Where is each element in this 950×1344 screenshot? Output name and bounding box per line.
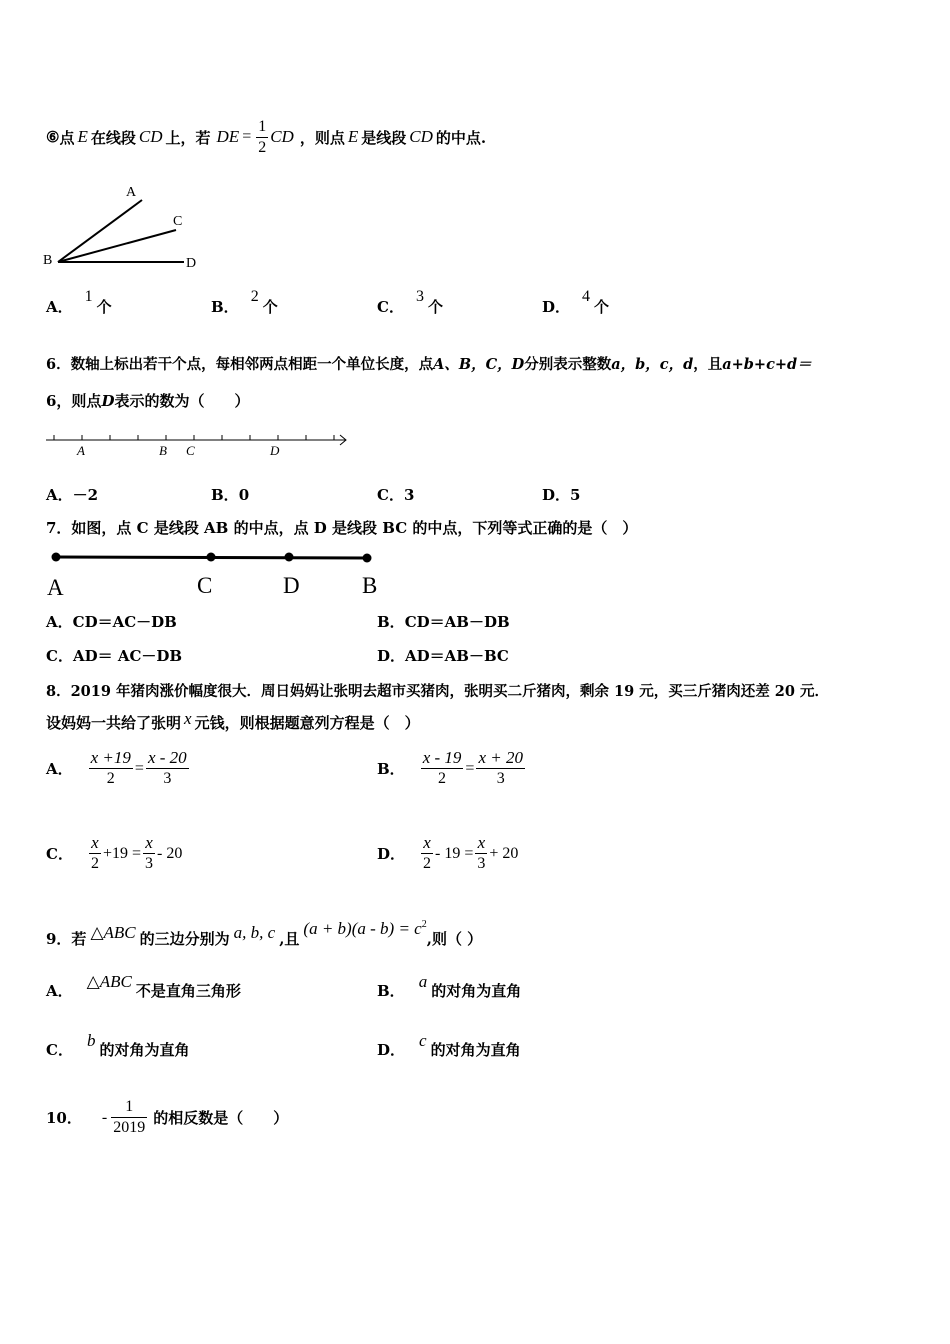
fraction: $\frac{x}{2}$ <box>90 833 99 872</box>
number-line <box>40 428 360 464</box>
q6-stem-line1: 6．数轴上标出若干个点，每相邻两点相距一个单位长度，点A、B，C，D分别表示整数a，b，c，d，且a+b+c+d＝ <box>46 356 812 373</box>
q9-option-d[interactable]: D． c 的对角为直角 <box>377 1030 521 1059</box>
fraction: $\frac{x}{3}$ <box>477 833 486 872</box>
q7-option-a[interactable]: A．CD＝AC－DB <box>46 613 177 631</box>
fraction: $\frac{x - 20}{3}$ <box>147 748 187 787</box>
point-b <box>363 554 372 563</box>
q7-option-d[interactable]: D．AD＝AB－BC <box>377 647 509 665</box>
q7-stem: 7．如图，点 C 是线段 AB 的中点，点 D 是线段 BC 的中点，下列等式正确的是（ ） <box>46 519 638 537</box>
label-b: B <box>43 253 53 268</box>
q6-option-d[interactable]: D．5 <box>542 486 581 504</box>
angle-figure <box>40 176 220 276</box>
q9-equation: (a + b)(a - b) = c <box>303 919 422 938</box>
q6-option-c[interactable]: C．3 <box>377 486 415 504</box>
fraction-one-half: $\frac{1}{2}$ <box>258 117 267 156</box>
formula-lhs: DE <box>216 127 240 146</box>
fraction: $\frac{x - 19}{2}$ <box>422 748 462 787</box>
axis-label-d: D <box>270 443 280 458</box>
fraction: $\frac{x +19}{2}$ <box>90 748 131 787</box>
fraction-1-over-2019: $\frac{1}{2019}$ <box>113 1098 146 1136</box>
q8-option-c[interactable]: C． $\frac{x}{2}$ +19 = $\frac{x}{3}$ - 20 <box>46 833 183 872</box>
segment-label-c: C <box>197 573 213 598</box>
fraction: $\frac{x}{3}$ <box>145 833 153 872</box>
label-d: D <box>186 256 197 271</box>
ray-ba <box>58 200 142 262</box>
q5-option-b[interactable]: B． 2 个 <box>211 287 278 316</box>
axis-label-b: B <box>159 443 167 458</box>
q7-option-b[interactable]: B．CD＝AB－DB <box>377 613 510 631</box>
q7-option-c[interactable]: C．AD＝ AC－DB <box>46 647 183 665</box>
ray-bc <box>58 230 176 262</box>
q8-option-b[interactable]: B． $\frac{x - 19}{2}$ = $\frac{x + 20}{3}$ <box>377 748 523 787</box>
fraction: $\frac{x + 20}{3}$ <box>478 748 523 787</box>
q5-option-a[interactable]: A． 1 个 <box>46 287 112 316</box>
q5-option-c[interactable]: C． 3 个 <box>377 287 443 316</box>
axis-label-a: A <box>77 443 85 458</box>
item-marker: ⑥ <box>46 128 60 146</box>
label-c: C <box>173 214 183 229</box>
axis-ticks <box>54 435 334 440</box>
q9-option-a[interactable]: A． △ABC 不是直角三角形 <box>46 971 241 1000</box>
point-d <box>285 553 294 562</box>
q8-option-a[interactable]: A． $\frac{x +19}{2}$ = $\frac{x - 20}{3}$ <box>46 748 187 787</box>
q9-stem: 9．若 △ABC 的三边分别为 a, b, c ,且 (a + b)(a - b) = c $^2$ ,则（ ） <box>46 918 483 948</box>
q9-option-b[interactable]: B． a 的对角为直角 <box>377 971 522 1000</box>
q10-stem: 10． - $\frac{1}{2019}$ 的相反数是（ ） <box>46 1098 289 1136</box>
q6-option-b[interactable]: B．0 <box>211 486 250 504</box>
q8-stem-line2: 设妈妈一共给了张明 x 元钱，则根据题意列方程是（ ） <box>46 708 420 732</box>
point-a <box>52 553 61 562</box>
q6-stem-line2: 6，则点D表示的数为（ ） <box>46 392 250 410</box>
q5-option-d[interactable]: D． 4 个 <box>542 287 610 316</box>
q6-option-a[interactable]: A．－2 <box>46 486 99 504</box>
q9-option-c[interactable]: C． b 的对角为直角 <box>46 1030 190 1059</box>
q8-option-d[interactable]: D． $\frac{x}{2}$ - 19 = $\frac{x}{3}$ + 20 <box>377 833 519 872</box>
segment-figure <box>40 545 390 603</box>
segment-label-b: B <box>362 573 378 598</box>
point-c <box>207 553 216 562</box>
fraction: $\frac{x}{2}$ <box>423 833 432 872</box>
q8-stem-line1: 8．2019 年猪肉涨价幅度很大．周日妈妈让张明去超市买猪肉，张明买二斤猪肉，剩余 19 元，买三斤猪肉还差 20 元． <box>46 683 830 700</box>
q5-item6-statement: ⑥ 点 E 在线段 CD 上，若 DE = $\frac{1}{2}$ CD ，则点 E 是线段 CD 的中点. <box>46 117 487 156</box>
segment-label-d: D <box>283 573 300 598</box>
segment-label-a: A <box>47 575 64 600</box>
axis-label-c: C <box>186 443 195 458</box>
label-a: A <box>126 185 137 200</box>
